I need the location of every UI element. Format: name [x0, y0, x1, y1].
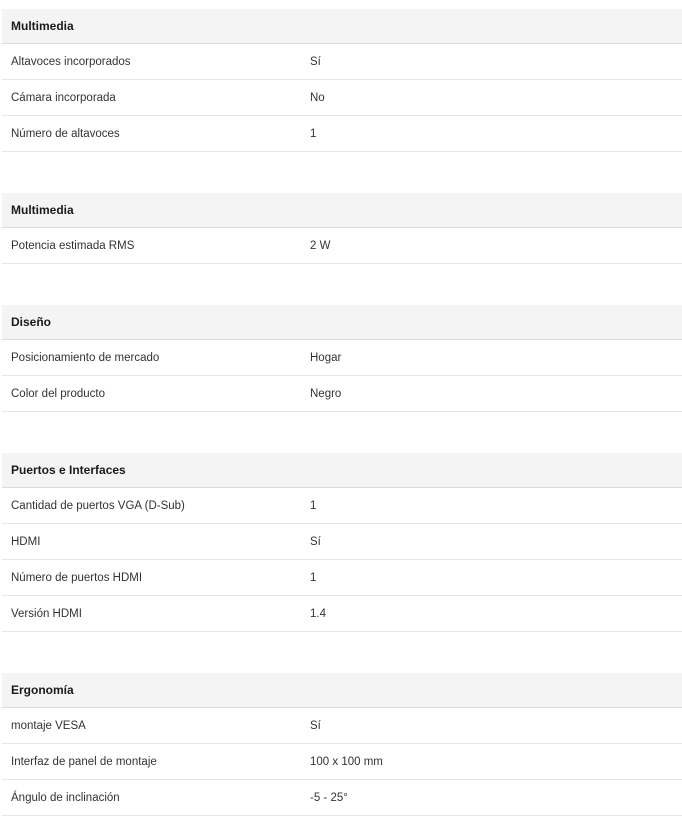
spec-label: Número de altavoces	[11, 127, 120, 140]
spec-value: 2 W	[310, 239, 331, 252]
spec-label: Potencia estimada RMS	[11, 239, 135, 252]
spec-section-ergonomics	[2, 673, 682, 816]
spec-label: Posicionamiento de mercado	[11, 351, 160, 364]
spec-value: 1	[310, 571, 317, 584]
spec-label: Cámara incorporada	[11, 91, 116, 104]
spec-row	[2, 560, 682, 596]
spec-row	[2, 376, 682, 412]
spec-value: Negro	[310, 387, 342, 400]
spec-value: Sí	[310, 55, 321, 68]
spec-row	[2, 780, 682, 816]
spec-row	[2, 340, 682, 376]
section-header: Ergonomía	[2, 673, 682, 708]
spec-section-multimedia	[2, 9, 682, 152]
section-header: Multimedia	[2, 9, 682, 44]
spec-value: -5 - 25°	[310, 791, 348, 804]
spec-value: 100 x 100 mm	[310, 755, 383, 768]
spec-row	[2, 488, 682, 524]
spec-value: No	[310, 91, 325, 104]
spec-section-ports	[2, 453, 682, 632]
section-header: Multimedia	[2, 193, 682, 228]
spec-label: Altavoces incorporados	[11, 55, 131, 68]
spec-row	[2, 744, 682, 780]
spec-value: 1.4	[310, 607, 326, 620]
spec-value: 1	[310, 499, 317, 512]
spec-value: Sí	[310, 719, 321, 732]
spec-row	[2, 80, 682, 116]
spec-value: 1	[310, 127, 317, 140]
section-header: Diseño	[2, 305, 682, 340]
spec-row	[2, 116, 682, 152]
spec-row	[2, 44, 682, 80]
section-header: Puertos e Interfaces	[2, 453, 682, 488]
spec-row	[2, 596, 682, 632]
spec-label: Color del producto	[11, 387, 105, 400]
spec-value: Sí	[310, 535, 321, 548]
spec-label: montaje VESA	[11, 719, 86, 732]
spec-row	[2, 524, 682, 560]
spec-label: HDMI	[11, 535, 41, 548]
spec-row	[2, 228, 682, 264]
spec-section-multimedia-audio	[2, 193, 682, 264]
spec-section-design	[2, 305, 682, 412]
spec-row	[2, 708, 682, 744]
spec-value: Hogar	[310, 351, 342, 364]
spec-label: Ángulo de inclinación	[11, 791, 120, 804]
spec-label: Versión HDMI	[11, 607, 82, 620]
spec-label: Cantidad de puertos VGA (D-Sub)	[11, 499, 185, 512]
spec-label: Número de puertos HDMI	[11, 571, 143, 584]
spec-label: Interfaz de panel de montaje	[11, 755, 157, 768]
